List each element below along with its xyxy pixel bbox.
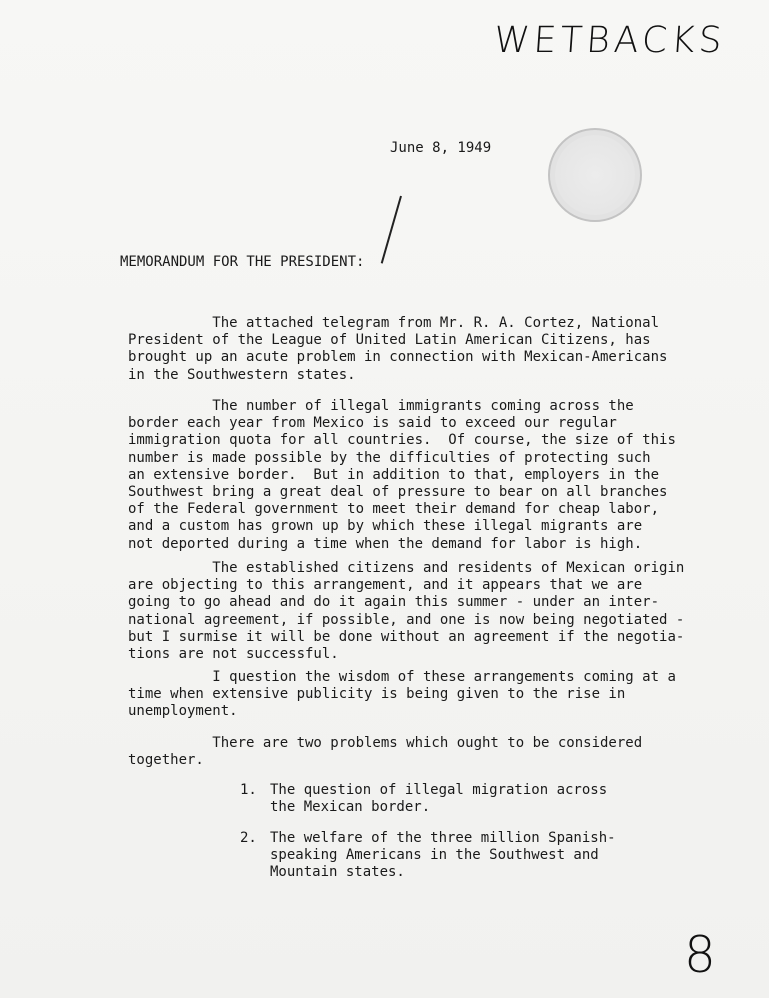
paragraph-4: I question the wisdom of these arrangements coming at a time when extensive publicity is being given to the rise in unemployment.	[128, 669, 676, 720]
paragraph-3: The established citizens and residents of Mexican origin are objecting to this arrangement, and it appears that we are going to go ahead and do it again this summer - under an inter- national agreement, if possible, and one is now being negotiated - but I surmise it will be done without an agreement if the negotia- tions are not successful.	[128, 560, 685, 663]
list-item-number: 2.	[240, 830, 257, 846]
memo-heading: MEMORANDUM FOR THE PRESIDENT:	[120, 254, 365, 270]
paragraph-1: The attached telegram from Mr. R. A. Cortez, National President of the League of United Latin American Citizens, has brought up an acute problem in connection with Mexican-Americans in the Southwestern states.	[128, 315, 668, 383]
pen-mark	[381, 196, 402, 264]
list-item-number: 1.	[240, 782, 257, 798]
handwritten-annotation-top: WETBACKS	[492, 20, 727, 61]
archive-stamp-icon	[548, 128, 642, 222]
paragraph-5: There are two problems which ought to be considered together.	[128, 735, 643, 769]
memo-date: June 8, 1949	[390, 140, 492, 156]
list-item-text: The question of illegal migration across the Mexican border.	[270, 782, 608, 816]
handwritten-page-number: 8	[684, 926, 716, 984]
list-item-text: The welfare of the three million Spanish- speaking Americans in the Southwest and Mountain states.	[270, 830, 616, 881]
paragraph-2: The number of illegal immigrants coming across the border each year from Mexico is said to exceed our regular immigration quota for all countries. Of course, the size of this number is made possible by the difficulties of protecting such an extensive border. But in addition to that, employers in the Southwest bring a great deal of pressure to bear on all branches of the Federal government to meet their demand for cheap labor, and a custom has grown up by which these illegal migrants are not deported during a time when the demand for labor is high.	[128, 398, 676, 552]
